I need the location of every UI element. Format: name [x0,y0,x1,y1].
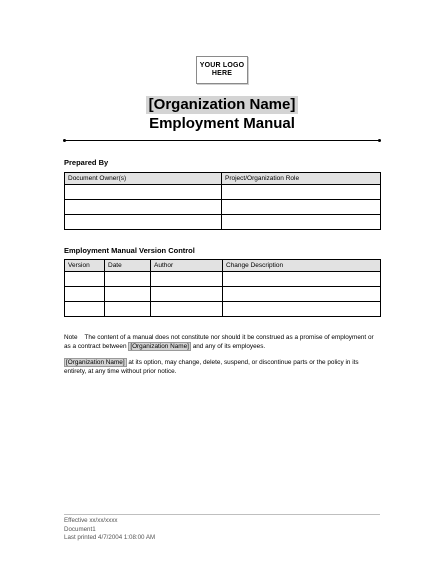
policy-paragraph [64,358,380,376]
table-cell[interactable] [222,185,381,200]
footer-divider [64,514,380,515]
organization-name-field[interactable]: [Organization Name] [130,343,189,350]
table-cell[interactable] [223,287,381,302]
table-cell[interactable] [105,272,151,287]
table-row [65,185,381,200]
note-prefix: Note [64,334,78,341]
column-header: Version [65,260,105,272]
table-row [65,200,381,215]
column-header: Date [105,260,151,272]
footer-last-printed: Last printed 4/7/2004 1:08:00 AM [64,534,156,541]
table-cell[interactable] [65,302,105,317]
organization-name-title: [Organization Name] [146,96,299,114]
table-cell[interactable] [222,200,381,215]
logo-placeholder [196,56,248,84]
table-cell[interactable] [105,287,151,302]
footer-effective: Effective xx/xx/xxxx [64,517,118,524]
table-cell[interactable] [151,302,223,317]
column-header: Change Description [223,260,381,272]
prepared-by-label: Prepared By [64,158,109,167]
prepared-by-table [64,172,381,230]
table-cell[interactable] [223,302,381,317]
table-header-row [65,260,381,272]
document-title [0,96,444,133]
table-cell[interactable] [223,272,381,287]
table-header-row [65,173,381,185]
column-header: Project/Organization Role [222,173,381,185]
column-header: Author [151,260,223,272]
table-row [65,215,381,230]
column-header: Document Owner(s) [65,173,222,185]
table-cell[interactable] [65,287,105,302]
table-cell[interactable] [222,215,381,230]
table-cell[interactable] [65,200,222,215]
logo-text: YOUR LOGO HERE [199,62,245,77]
table-row [65,287,381,302]
table-row [65,272,381,287]
note-text-end: and any of its employees. [192,343,266,350]
title-divider [64,140,380,141]
table-row [65,302,381,317]
table-cell[interactable] [65,215,222,230]
version-control-label: Employment Manual Version Control [64,246,195,255]
table-cell[interactable] [65,272,105,287]
table-cell[interactable] [65,185,222,200]
table-cell[interactable] [105,302,151,317]
version-control-table [64,259,381,317]
table-cell[interactable] [151,287,223,302]
footer-document: Document1 [64,525,96,533]
page-footer [64,517,155,543]
note-paragraph [64,333,380,351]
policy-text: at its option, may change, delete, suspend, or discontinue parts or the policy in its entirety, at any time without prior notice. [64,359,359,375]
note-text: The content of a manual does not constitute nor should it be construed as a promise of employment or as a contract between [64,334,374,350]
organization-name-field[interactable]: [Organization Name] [66,359,125,366]
table-cell[interactable] [151,272,223,287]
manual-title: Employment Manual [149,115,295,132]
